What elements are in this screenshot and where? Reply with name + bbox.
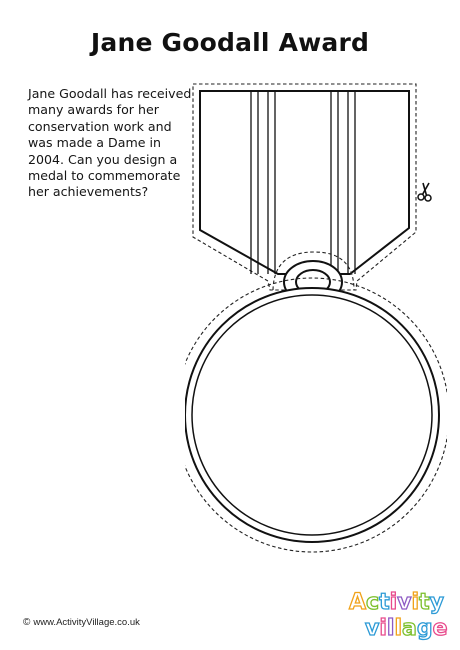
footer-url [23,617,140,628]
intro-paragraph [28,86,192,201]
page-title: Jane Goodall Award [90,28,370,57]
logo-line1: Activity [349,590,444,615]
intro-line: 2004. Can you design a [28,151,178,167]
medal-disc [185,288,439,542]
intro-line: many awards for her [28,102,159,118]
intro-line: was made a Dame in [28,135,161,151]
medal-outline [185,78,447,560]
intro-line: her achievements? [28,184,149,200]
footer-url-text: www.ActivityVillage.co.uk [33,617,140,628]
intro-line: conservation work and [28,118,172,134]
activity-village-logo [343,583,451,641]
scissors-icon [415,181,437,203]
logo-line2: village [365,616,448,641]
copyright-icon: © [23,617,31,628]
intro-line: Jane Goodall has received [28,86,192,101]
intro-line: medal to commemorate [28,168,181,184]
ribbon [200,91,409,274]
